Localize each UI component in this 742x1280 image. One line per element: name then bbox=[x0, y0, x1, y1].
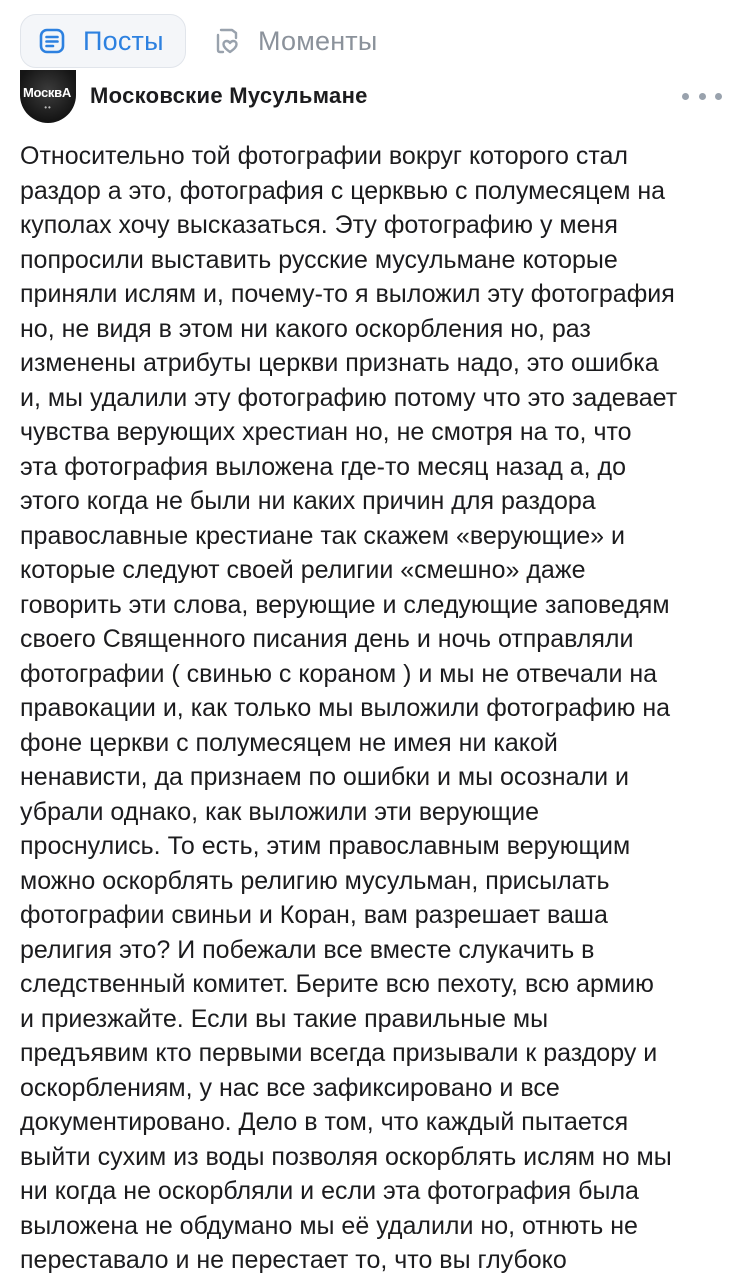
post-text-line: говорить эти слова, верующие и следующие заповедям bbox=[20, 590, 670, 619]
post-text-line: оскорблениям, у нас все зафиксировано и все bbox=[20, 1073, 560, 1102]
post-text-line: и приезжайте. Если вы такие правильные мы bbox=[20, 1004, 549, 1033]
post-text-line: документировано. Дело в том, что каждый пытается bbox=[20, 1108, 629, 1136]
post-text-line: следственный комитет. Берите всю пехоту, всю армию bbox=[20, 970, 654, 998]
post-text-line: фотографии свиньи и Коран, вам разрешает ваша bbox=[20, 901, 608, 929]
post-text-line: предъявим кто первыми всегда призывали к раздору и bbox=[20, 1039, 658, 1067]
post-text-line: выйти сухим из воды позволяя оскорблять ислям но мы bbox=[20, 1142, 672, 1171]
post-text-line: фоне церкви с полумесяцем не имея ни какой bbox=[20, 728, 558, 757]
post-text-line: раздор а это, фотография с церквью с полумесяцем на bbox=[20, 176, 666, 205]
post-text-line: но, не видя в этом ни какого оскорбления но, раз bbox=[20, 314, 591, 343]
post-text-line: можно оскорблять религию мусульман, присылать bbox=[20, 866, 610, 895]
post-text-line: выложена не обдумано мы её удалили но, отнють не bbox=[20, 1211, 638, 1240]
more-dot bbox=[682, 93, 689, 100]
avatar-logo-text: МосквА bbox=[23, 85, 71, 100]
post-text-line: религия это? И побежали все вместе слукачить в bbox=[20, 935, 595, 964]
post-text-line: приняли ислям и, почему-то я выложил эту фотография bbox=[20, 280, 675, 308]
post-text-line: православные крестиане так скажем «верующие» и bbox=[20, 521, 625, 550]
post-text-line: куполах хочу высказаться. Эту фотографию у меня bbox=[20, 211, 618, 239]
post-text-line: фотографии ( свинью с кораном ) и мы не отвечали на bbox=[20, 659, 658, 688]
post-text-line: ненависти, да признаем по ошибки и мы осознали и bbox=[20, 763, 629, 791]
feed-tabs bbox=[0, 0, 742, 70]
more-horizontal-icon[interactable] bbox=[682, 84, 722, 108]
post-text-line: которые следуют своей религии «смешно» даже bbox=[20, 556, 586, 584]
post-text-line: своего Священного писания день и ночь отправляли bbox=[20, 625, 634, 653]
post-text-line: Относительно той фотографии вокруг которого стал bbox=[20, 142, 628, 170]
post-text-line: переставало и не перестает то, что вы глубоко bbox=[20, 1246, 567, 1274]
post-text-line: убрали однако, как выложили эти верующие bbox=[20, 797, 540, 826]
post-text-line: и, мы удалили эту фотографию потому что это задевает bbox=[20, 383, 678, 412]
post-text-line: этого когда не были ни каких причин для раздора bbox=[20, 487, 596, 515]
more-dot bbox=[699, 93, 706, 100]
tab-moments-label: Моменты bbox=[258, 25, 378, 56]
post-text-line: изменены атрибуты церкви признать надо, это ошибка bbox=[20, 349, 659, 377]
tab-moments[interactable] bbox=[200, 14, 410, 68]
more-dot bbox=[715, 93, 722, 100]
post-text-line: эта фотография выложена где-то месяц назад а, до bbox=[20, 452, 627, 481]
post-text bbox=[20, 139, 726, 1278]
document-icon bbox=[37, 26, 67, 56]
post-text-line: ни когда не оскорбляли и если эта фотография была bbox=[20, 1177, 639, 1205]
post-text-line: попросили выставить русские мусульмане которые bbox=[20, 245, 618, 274]
post-text-line: правокации и, как только мы выложили фотографию на bbox=[20, 694, 671, 722]
tab-posts-label: Посты bbox=[83, 25, 164, 56]
post-text-line: проснулись. То есть, этим православным верующим bbox=[20, 832, 631, 860]
moments-heart-icon bbox=[212, 26, 242, 56]
post-header bbox=[0, 70, 742, 126]
author-name[interactable]: Московские Мусульмане bbox=[90, 83, 368, 108]
tab-posts[interactable] bbox=[20, 14, 186, 68]
post-text-line: чувства верующих хрестиан но, не смотря на то, что bbox=[20, 418, 632, 446]
avatar[interactable] bbox=[20, 70, 76, 123]
avatar-logo-dots: •• bbox=[44, 103, 52, 112]
